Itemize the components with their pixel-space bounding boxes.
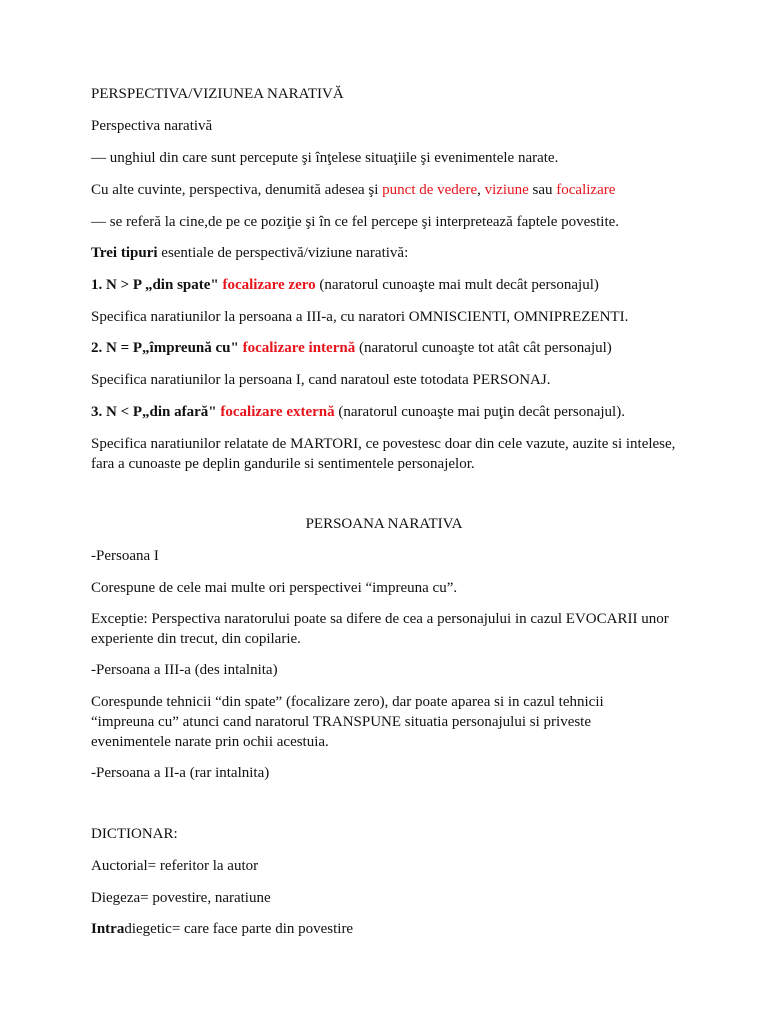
- type-2: 2. N = P„împreună cu" focalizare internă (naratorul cunoaşte tot atât cât personajul): [91, 340, 612, 356]
- type-3: 3. N < P„din afară" focalizare externă (naratorul cunoaşte mai puţin decât personajul).: [91, 404, 625, 420]
- document-title: PERSPECTIVA/VIZIUNEA NARATIVĂ: [91, 86, 344, 102]
- focalizare-interna-term: focalizare internă: [238, 340, 356, 356]
- persoana-3: -Persoana a III-a (des intalnita): [91, 662, 278, 678]
- term-punct-de-vedere: punct de vedere: [382, 182, 478, 198]
- types-intro: Trei tipuri esentiale de perspectivă/viziune narativă:: [91, 245, 409, 261]
- subtitle: Perspectiva narativă: [91, 118, 213, 134]
- definition-line-2: Cu alte cuvinte, perspectiva, denumită adesea şi punct de vedere, viziune sau focalizare: [91, 182, 616, 198]
- type-1: 1. N > P „din spate" focalizare zero (naratorul cunoaşte mai mult decât personajul): [91, 277, 599, 293]
- section-title-persoana-narativa: PERSOANA NARATIVA: [305, 516, 463, 532]
- persoana-3-description: Corespunde tehnicii “din spate” (focalizare zero), dar poate aparea si in cazul tehnicii “impreuna cu” atunci cand naratorul TRANSPUNE situatia personajului si priveste evenimentele narate prin ochii acestuia.: [91, 694, 604, 750]
- dictionary-title: DICTIONAR:: [91, 826, 178, 842]
- focalizare-zero-term: focalizare zero: [218, 277, 316, 293]
- persoana-1: -Persoana I: [91, 548, 159, 564]
- definition-line-1: — unghiul din care sunt percepute şi înţelese situaţiile şi evenimentele narate.: [91, 150, 559, 166]
- type-2-description: Specifica naratiunilor la persoana I, cand naratoul este totodata PERSONAJ.: [91, 372, 551, 388]
- type-1-description: Specifica naratiunilor la persoana a III-a, cu naratori OMNISCIENTI, OMNIPREZENTI.: [91, 309, 629, 325]
- dictionary-entry-auctorial: Auctorial= referitor la autor: [91, 858, 259, 874]
- dictionary-entry-intradiegetic: Intradiegetic= care face parte din povestire: [91, 921, 354, 937]
- dictionary-entry-diegeza: Diegeza= povestire, naratiune: [91, 890, 271, 906]
- persoana-2: -Persoana a II-a (rar intalnita): [91, 765, 270, 781]
- type-3-description: Specifica naratiunilor relatate de MARTORI, ce povestesc doar din cele vazute, auzite si intelese, fara a cunoaste pe deplin gandurile si sentimentele personajelor.: [91, 436, 676, 472]
- term-focalizare: focalizare: [556, 182, 616, 198]
- persoana-1-exception: Exceptie: Perspectiva naratorului poate sa difere de cea a personajului in cazul EVOCARII unor experiente din trecut, din copilarie.: [91, 611, 669, 647]
- persoana-1-description: Corespune de cele mai multe ori perspectivei “impreuna cu”.: [91, 580, 458, 596]
- focalizare-externa-term: focalizare externă: [216, 404, 335, 420]
- term-viziune: viziune: [484, 182, 529, 198]
- definition-line-3: — se referă la cine,de pe ce poziţie şi în ce fel percepe şi interpretează faptele povestite.: [91, 214, 620, 230]
